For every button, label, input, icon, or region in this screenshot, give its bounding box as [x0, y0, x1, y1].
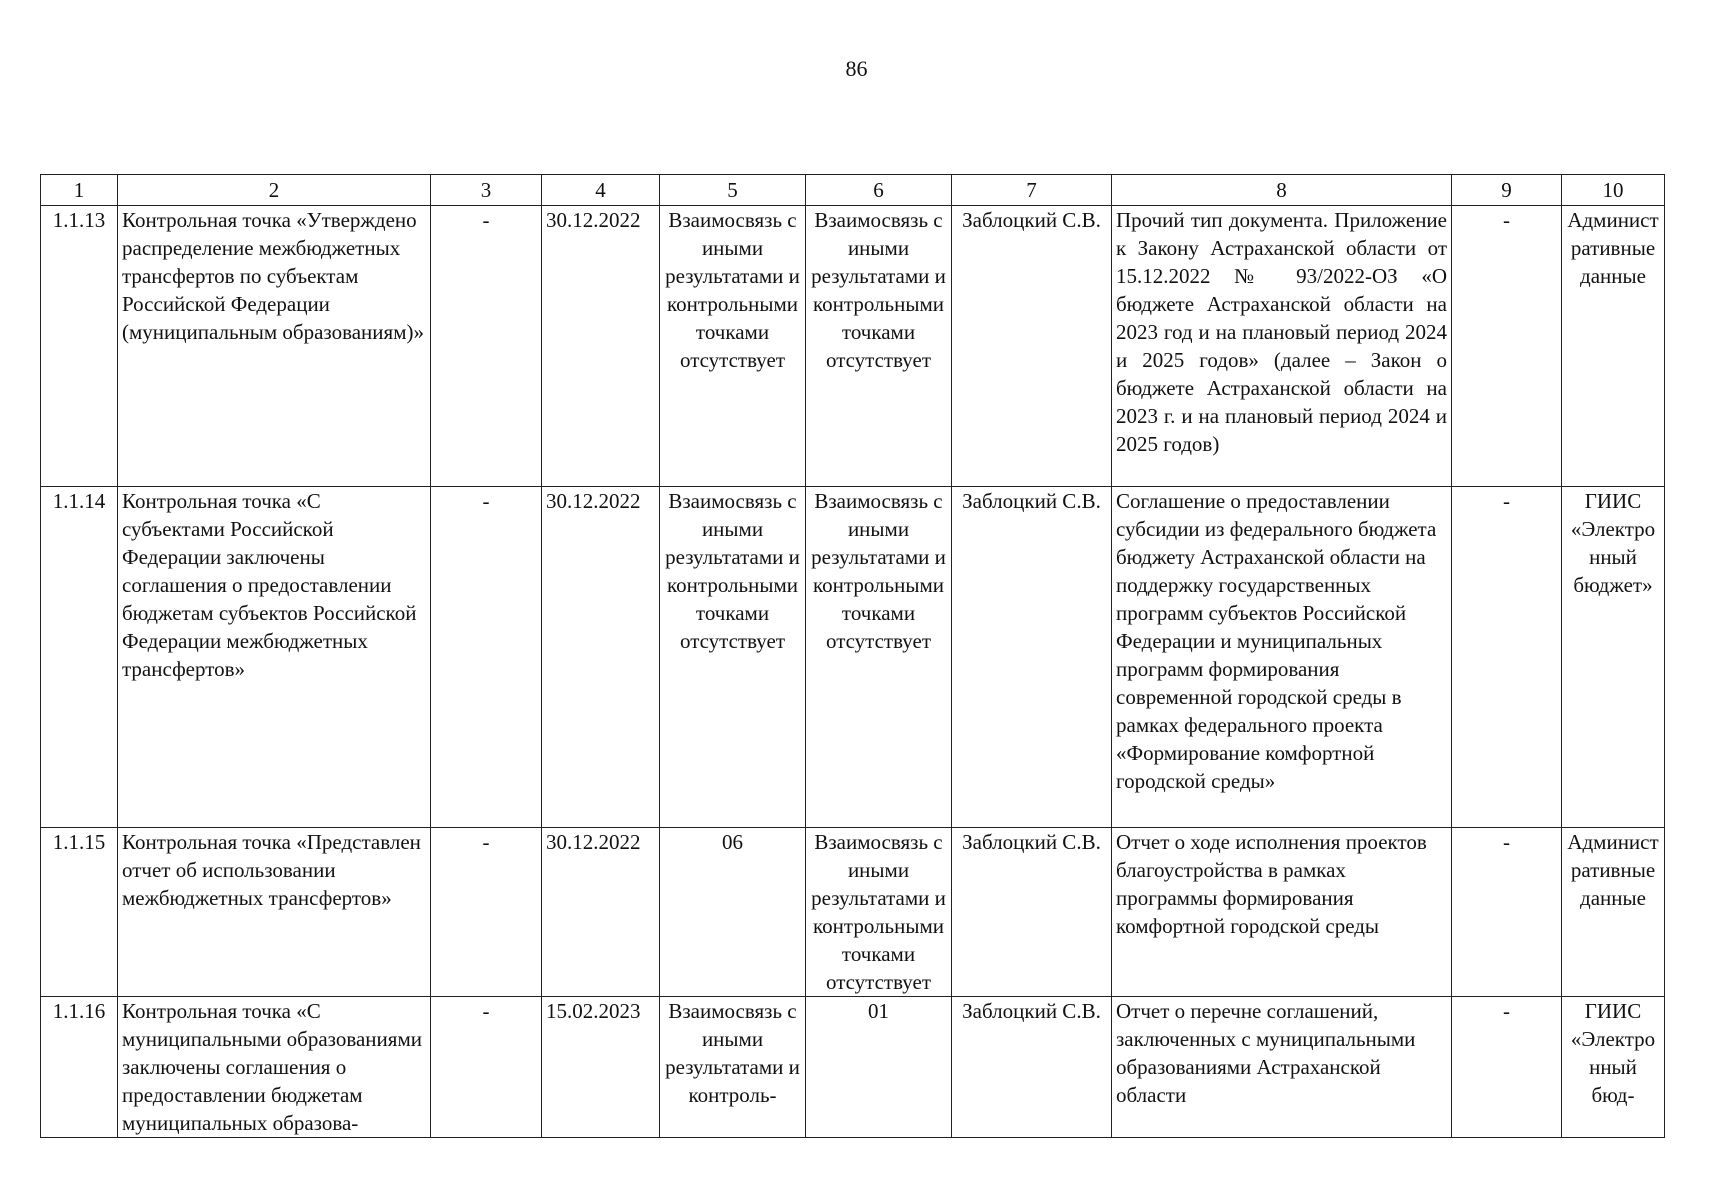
header-col-8: 8: [1112, 175, 1452, 206]
col-9-value: -: [1452, 828, 1562, 997]
table-row: [41, 206, 1665, 487]
control-point-name: Контрольная точка «Утверждено распределение межбюджетных трансфертов по субъектам Российской Федерации (муниципальным образованиям)»: [118, 206, 431, 487]
col-6-value: Взаимосвязь с иными результатами и контрольными точками отсутствует: [806, 487, 952, 828]
header-col-9: 9: [1452, 175, 1562, 206]
col-9-value: -: [1452, 997, 1562, 1138]
header-col-7: 7: [952, 175, 1112, 206]
col-9-value: -: [1452, 206, 1562, 487]
page-number: 86: [845, 56, 868, 81]
col-6-value: Взаимосвязь с иными результатами и контрольными точками отсутствует: [806, 828, 952, 997]
col-3-value: -: [431, 828, 542, 997]
due-date: 30.12.2022: [542, 487, 660, 828]
data-source: Административные данные: [1562, 828, 1665, 997]
col-6-value: Взаимосвязь с иными результатами и контрольными точками отсутствует: [806, 206, 952, 487]
responsible-person: Заблоцкий С.В.: [952, 487, 1112, 828]
table-row: [41, 487, 1665, 828]
document-type: Отчет о перечне соглашений, заключенных с муниципальными образованиями Астраханской области: [1112, 997, 1452, 1138]
header-col-1: 1: [41, 175, 118, 206]
responsible-person: Заблоцкий С.В.: [952, 206, 1112, 487]
control-point-name: Контрольная точка «С субъектами Российской Федерации заключены соглашения о предоставлении бюджетам субъектов Российской Федерации межбюджетных трансфертов»: [118, 487, 431, 828]
header-row: [41, 175, 1665, 206]
col-5-value: Взаимосвязь с иными результатами и контроль-: [660, 997, 806, 1138]
header-col-6: 6: [806, 175, 952, 206]
due-date: 15.02.2023: [542, 997, 660, 1138]
document-type: Прочий тип документа. Приложение к Закону Астраханской области от 15.12.2022 № 93/2022-ОЗ «О бюджете Астраханской области на 2023 год и на плановый период 2024 и 2025 годов» (далее – Закон о бюджете Астраханской области на 2023 г. и на плановый период 2024 и 2025 годов): [1112, 206, 1452, 487]
header-col-5: 5: [660, 175, 806, 206]
col-5-value: Взаимосвязь с иными результатами и контрольными точками отсутствует: [660, 206, 806, 487]
responsible-person: Заблоцкий С.В.: [952, 828, 1112, 997]
header-col-10: 10: [1562, 175, 1665, 206]
document-type: Соглашение о предоставлении субсидии из федерального бюджета бюджету Астраханской области на поддержку государственных программ субъектов Российской Федерации и муниципальных программ формирования современной городской среды в рамках федерального проекта «Формирование комфортной городской среды»: [1112, 487, 1452, 828]
data-source: ГИИС «Электронный бюджет»: [1562, 487, 1665, 828]
row-number: 1.1.14: [41, 487, 118, 828]
header-col-2: 2: [118, 175, 431, 206]
row-number: 1.1.15: [41, 828, 118, 997]
data-source: Административные данные: [1562, 206, 1665, 487]
col-3-value: -: [431, 487, 542, 828]
control-point-name: Контрольная точка «Представлен отчет об использовании межбюджетных трансфертов»: [118, 828, 431, 997]
col-5-value: 06: [660, 828, 806, 997]
responsible-person: Заблоцкий С.В.: [952, 997, 1112, 1138]
data-source: ГИИС «Электронный бюд-: [1562, 997, 1665, 1138]
row-number: 1.1.16: [41, 997, 118, 1138]
control-points-table: [40, 174, 1665, 1138]
document-type: Отчет о ходе исполнения проектов благоустройства в рамках программы формирования комфортной городской среды: [1112, 828, 1452, 997]
header-col-4: 4: [542, 175, 660, 206]
col-5-value: Взаимосвязь с иными результатами и контрольными точками отсутствует: [660, 487, 806, 828]
col-3-value: -: [431, 997, 542, 1138]
control-point-name: Контрольная точка «С муниципальными образованиями заключены соглашения о предоставлении бюджетам муниципальных образова-: [118, 997, 431, 1138]
row-number: 1.1.13: [41, 206, 118, 487]
due-date: 30.12.2022: [542, 206, 660, 487]
col-3-value: -: [431, 206, 542, 487]
table-row: [41, 997, 1665, 1138]
table-row: [41, 828, 1665, 997]
col-9-value: -: [1452, 487, 1562, 828]
col-6-value: 01: [806, 997, 952, 1138]
due-date: 30.12.2022: [542, 828, 660, 997]
header-col-3: 3: [431, 175, 542, 206]
